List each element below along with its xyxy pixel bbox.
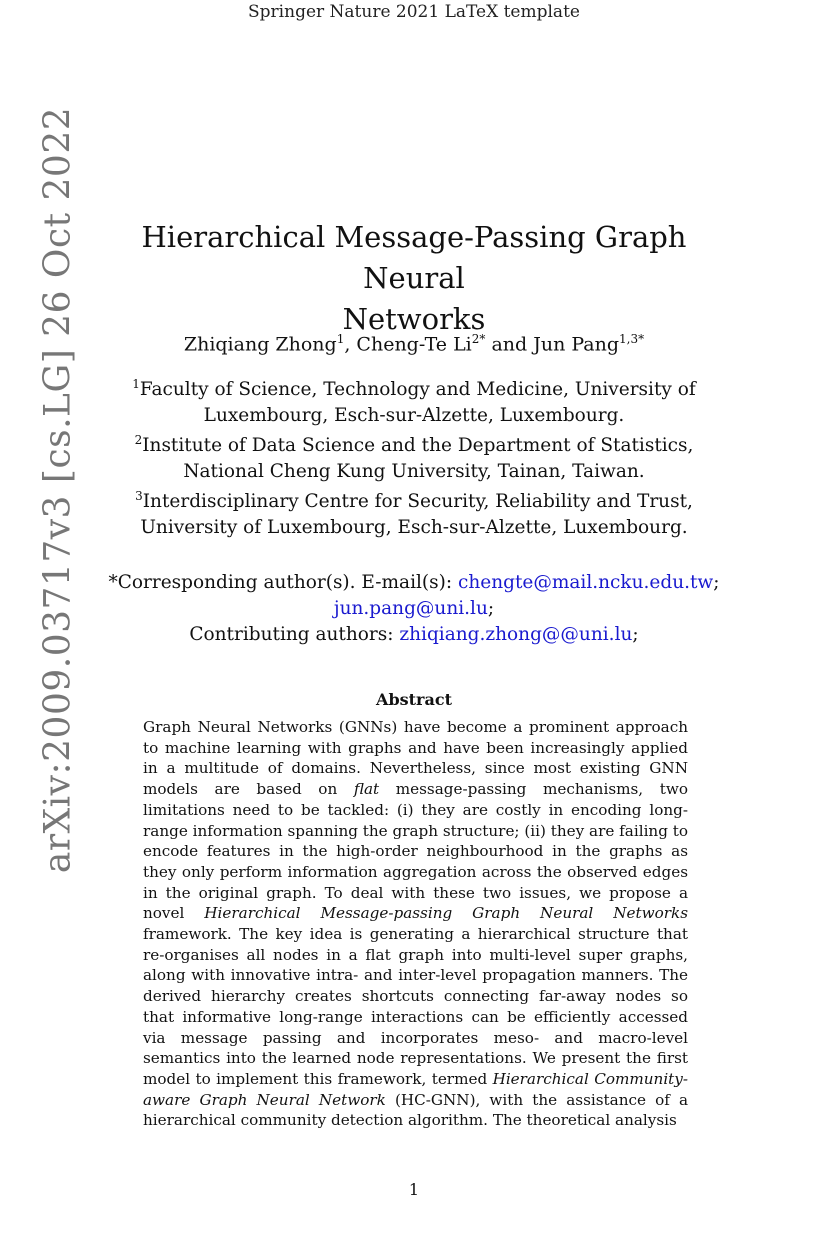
abstract-paragraph <box>143 717 688 1131</box>
email-link[interactable]: jun.pang@uni.lu <box>333 598 488 619</box>
affiliation-marker: 2 <box>134 433 143 448</box>
separator: ; <box>632 624 639 645</box>
separator: ; <box>713 572 720 593</box>
affiliation-text: Institute of Data Science and the Department of Statistics, <box>142 435 694 457</box>
author-separator: and <box>485 333 534 356</box>
separator: ; <box>487 598 495 619</box>
affiliation-marker: 1 <box>132 377 140 391</box>
running-header: Springer Nature 2021 LaTeX template <box>248 2 580 22</box>
correspondence-line <box>90 570 738 596</box>
affiliation-line: Luxembourg, Esch-sur-Alzette, Luxembourg. <box>203 404 625 426</box>
affiliation-text: Faculty of Science, Technology and Medicine, University of <box>139 379 696 401</box>
abstract-heading: Abstract <box>376 690 452 709</box>
contributing-line <box>90 622 738 648</box>
abstract-emphasis: flat <box>353 780 380 799</box>
author-list <box>0 332 828 355</box>
affiliation-marker: 3 <box>135 489 143 504</box>
abstract-emphasis: Hierarchical Message-passing Graph Neural Networks <box>204 904 688 923</box>
abstract-text: (HC-GNN), with the assistance of a hierarchical community detection algorithm. The theoretical analysis <box>143 1090 689 1130</box>
title-line-1: Hierarchical Message-Passing Graph Neural <box>141 220 687 295</box>
contributing-label: Contributing authors: <box>189 624 400 645</box>
author-name: Zhiqiang Zhong <box>183 333 337 356</box>
affiliation-line: University of Luxembourg, Esch-sur-Alzette, Luxembourg. <box>140 516 688 538</box>
affiliation-line: National Cheng Kung University, Tainan, Taiwan. <box>183 460 645 482</box>
affiliation-line <box>110 484 718 515</box>
author-affil-marker: 2* <box>471 332 486 346</box>
paper-title <box>110 217 718 340</box>
abstract-body <box>143 717 688 1131</box>
abstract-text: framework. The key idea is generating a hierarchical structure that re-organises all nodes in a flat graph into multi-level super graphs, along with innovative intra- and inter-level propagation manners. The derived hierarchy creates shortcuts connecting far-away nodes so that informative long-range interactions can be efficiently accessed via message passing and incorporates meso- and macro-level semantics into the learned node representations. We present the first model to implement this framework, termed <box>143 925 688 1088</box>
title-line-2: Networks <box>342 302 486 336</box>
author-name: Jun Pang <box>533 333 620 356</box>
affiliation-line <box>110 428 718 459</box>
abstract-text: message-passing mechanisms, two limitations need to be tackled: (i) they are costly in encoding long-range information spanning the graph structure; (ii) they are failing to encode features in the high-order neighbourhood in the graphs as they only perform information aggregation across the observed edges in the original graph. To deal with these two issues, we propose a novel <box>143 780 689 923</box>
correspondence-label: *Corresponding author(s). E-mail(s): <box>108 572 458 593</box>
author-affil-marker: 1,3* <box>619 332 645 346</box>
affiliation-text: Interdisciplinary Centre for Security, Reliability and Trust, <box>142 491 693 513</box>
author-separator: , <box>344 333 357 356</box>
abstract-text: Graph Neural Networks (GNNs) have become a prominent approach to machine learning with graphs and have been increasingly applied in a multitude of domains. Nevertheless, since most existing GNN models are based on <box>143 718 688 799</box>
correspondence-block <box>90 570 738 648</box>
email-link[interactable]: chengte@mail.ncku.edu.tw <box>457 572 714 593</box>
email-link[interactable]: zhiqiang.zhong@@uni.lu <box>399 624 633 645</box>
abstract-emphasis: Hierarchical Community-aware Graph Neural Network <box>143 1069 688 1109</box>
page-number: 1 <box>408 1180 420 1199</box>
author-name: Cheng-Te Li <box>356 333 472 356</box>
affiliation-line <box>110 372 718 403</box>
author-affil-marker: 1 <box>336 332 345 346</box>
arxiv-identifier[interactable]: arXiv:2009.03717v3 [cs.LG] 26 Oct 2022 <box>37 106 79 874</box>
correspondence-line <box>90 596 738 622</box>
affiliations <box>110 372 718 540</box>
